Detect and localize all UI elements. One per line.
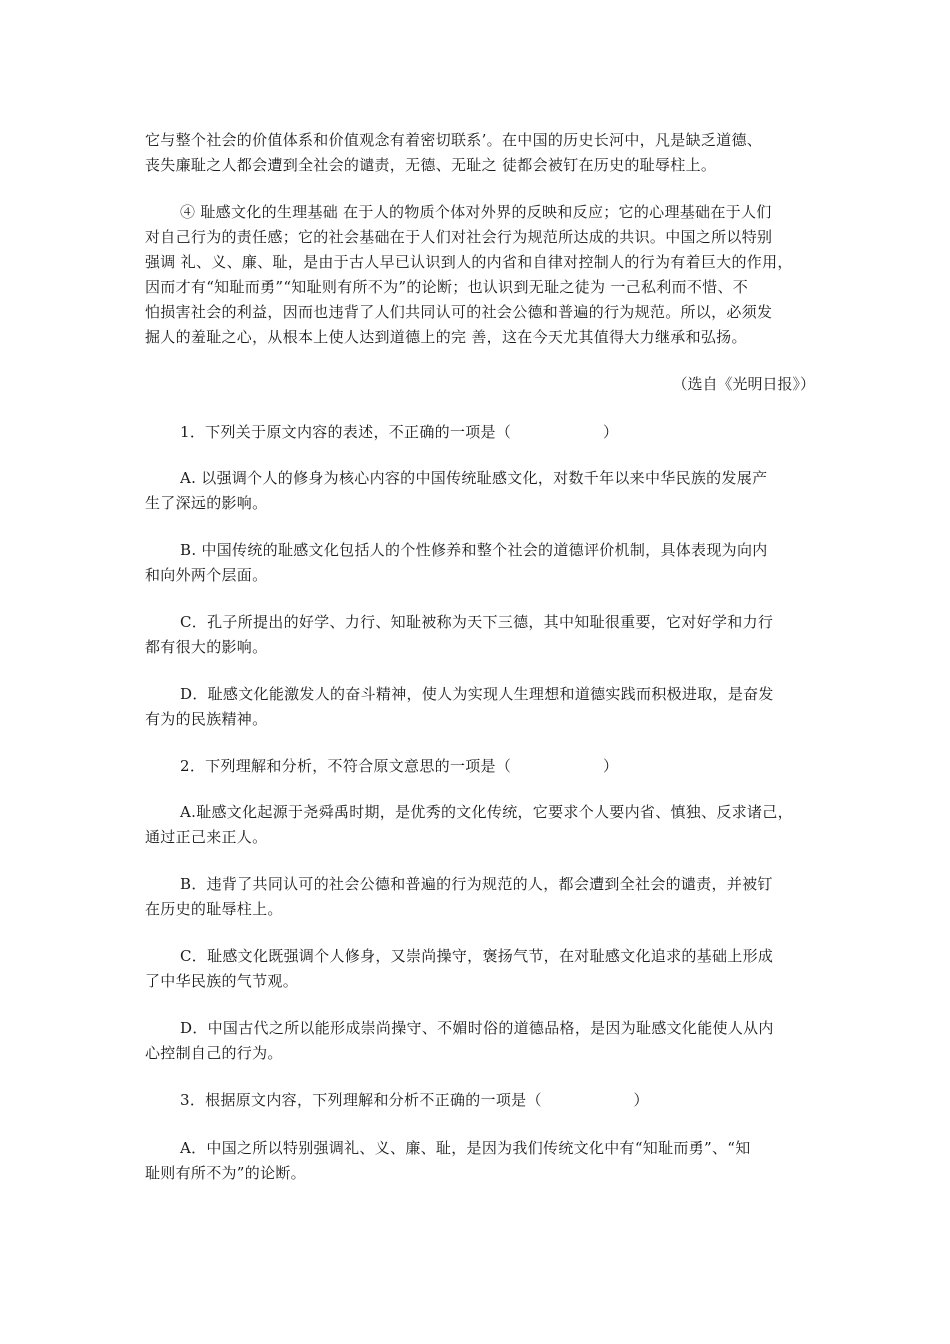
question-stem: 3．根据原文内容，下列理解和分析不正确的一项是（ ）: [180, 1091, 649, 1109]
text-line: 怕损害社会的利益，因而也违背了人们共同认可的社会公德和普遍的行为规范。所以，必须发: [145, 303, 773, 321]
question-stem: 2．下列理解和分析，不符合原文意思的一项是（ ）: [180, 757, 619, 775]
text-line: ④ 耻感文化的生理基础 在于人的物质个体对外界的反映和反应；它的心理基础在于人们: [180, 203, 772, 221]
passage-paragraph-4: [145, 200, 815, 350]
option-line: C．耻感文化既强调个人修身，又崇尚操守，褒扬气节，在对耻感文化追求的基础上形成: [180, 947, 774, 965]
option-line: 在历史的耻辱柱上。: [145, 900, 283, 918]
option-line: B．违背了共同认可的社会公德和普遍的行为规范的人，都会遭到全社会的谴责，并被钉: [180, 875, 773, 893]
option-line: 有为的民族精神。: [145, 710, 268, 728]
option-line: 都有很大的影响。: [145, 638, 268, 656]
source-citation: （选自《光明日报》）: [672, 375, 815, 393]
passage-paragraph-3-end: [145, 128, 815, 178]
question-1-stem: [145, 420, 815, 445]
question-stem: 1．下列关于原文内容的表述，不正确的一项是（ ）: [180, 423, 619, 441]
question-2-option-c: [145, 944, 815, 994]
option-line: 耻则有所不为”的论断。: [145, 1164, 306, 1182]
question-1-option-c: [145, 610, 815, 660]
question-2-option-d: [145, 1016, 815, 1066]
question-2-option-a: [145, 800, 815, 850]
option-line: A．中国之所以特别强调礼、义、廉、耻，是因为我们传统文化中有“知耻而勇”、“知: [180, 1139, 751, 1157]
option-line: 了中华民族的气节观。: [145, 972, 299, 990]
question-3-stem: [145, 1088, 815, 1113]
option-line: 心控制自己的行为。: [145, 1044, 283, 1062]
text-line: 强调 礼、义、廉、耻，是由于古人早已认识到人的内省和自律对控制人的行为有着巨大的作用，: [145, 253, 793, 271]
text-line: 对自己行为的责任感；它的社会基础在于人们对社会行为规范所达成的共识。中国之所以特别: [145, 228, 773, 246]
question-1-option-a: [145, 466, 815, 516]
question-1-option-d: [145, 682, 815, 732]
option-line: 通过正己来正人。: [145, 828, 268, 846]
option-line: C．孔子所提出的好学、力行、知耻被称为天下三德，其中知耻很重要，它对好学和力行: [180, 613, 774, 631]
option-line: D．中国古代之所以能形成崇尚操守、不媚时俗的道德品格，是因为耻感文化能使人从内: [180, 1019, 774, 1037]
text-line: 丧失廉耻之人都会遭到全社会的谴责，无德、无耻之 徒都会被钉在历史的耻辱柱上。: [145, 156, 717, 174]
question-3-option-a: [145, 1136, 815, 1186]
text-line: 它与整个社会的价值体系和价值观念有着密切联系’。在中国的历史长河中，凡是缺乏道德、: [145, 131, 763, 149]
option-line: B. 中国传统的耻感文化包括人的个性修养和整个社会的道德评价机制，具体表现为向内: [180, 541, 768, 559]
option-line: 和向外两个层面。: [145, 566, 268, 584]
option-line: A.耻感文化起源于尧舜禹时期，是优秀的文化传统，它要求个人要内省、慎独、反求诸己，: [180, 803, 793, 821]
text-line: 因而才有“知耻而勇”“知耻则有所不为”的论断；也认识到无耻之徒为 一己私利而不惜、不: [145, 278, 749, 296]
question-2-option-b: [145, 872, 815, 922]
text-line: 掘人的羞耻之心，从根本上使人达到道德上的完 善，这在今天尤其值得大力继承和弘扬。: [145, 328, 747, 346]
option-line: 生了深远的影响。: [145, 494, 268, 512]
question-2-stem: [145, 754, 815, 779]
option-line: A. 以强调个人的修身为核心内容的中国传统耻感文化，对数千年以来中华民族的发展产: [180, 469, 768, 487]
question-1-option-b: [145, 538, 815, 588]
option-line: D．耻感文化能激发人的奋斗精神，使人为实现人生理想和道德实践而积极进取，是奋发: [180, 685, 774, 703]
